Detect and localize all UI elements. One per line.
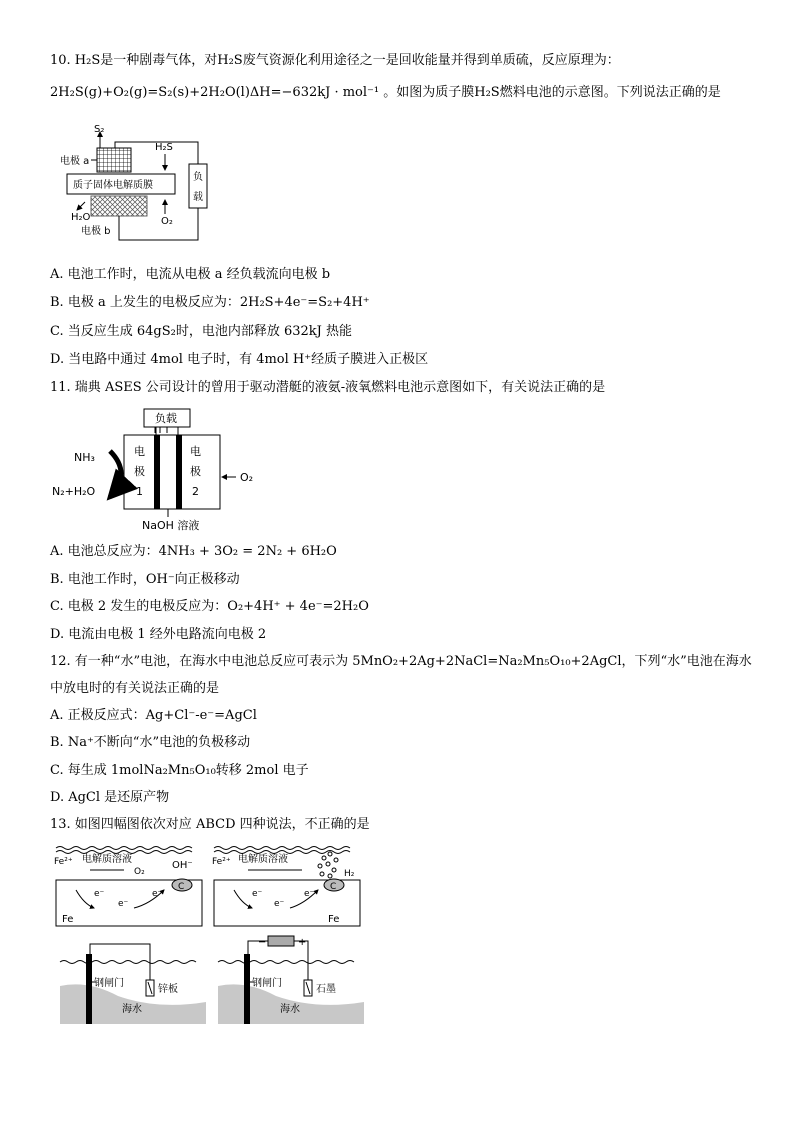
q13c-gate-label: 钢闸门 [94, 978, 124, 989]
q13a-c-label: C [178, 882, 185, 892]
q11-electrode2-2: 极 [190, 465, 201, 478]
q10-h2o-label: H₂O [71, 212, 91, 223]
q11-electrode1-1: 电 [134, 445, 145, 458]
q13b-fe2-label: Fe²⁺ [212, 857, 231, 867]
q10-electrode-b [91, 196, 147, 216]
q11-electrode2-1: 电 [190, 445, 201, 458]
q11-electrode-2-plate [176, 435, 182, 509]
q13d-plus-label: + [298, 937, 307, 948]
q13a-e-label-2: e⁻ [118, 899, 129, 909]
q13c-sea-label: 海水 [122, 1004, 142, 1015]
q13d-steel-gate [244, 954, 250, 1024]
q13a-fe2-label: Fe²⁺ [54, 857, 73, 867]
q12-option-d: D. AgCl 是还原产物 [50, 790, 170, 805]
q10-option-d: D. 当电路中通过 4mol 电子时，有 4mol H⁺经质子膜进入正极区 [50, 352, 429, 367]
q13d-sea-label: 海水 [280, 1004, 300, 1015]
q13b-e-label-2: e⁻ [274, 899, 285, 909]
q12-stem-line2: 中放电时的有关说法正确的是 [50, 681, 220, 696]
q10-electrode-a [97, 148, 131, 172]
q13b-fe-label: Fe [328, 914, 340, 925]
q11-naoh-label: NaOH 溶液 [142, 519, 200, 532]
q13a-oh-label: OH⁻ [172, 860, 193, 871]
q10-option-a: A. 电池工作时，电流从电极 a 经负载流向电极 b [50, 267, 331, 282]
q11-n2-h2o-label: N₂+H₂O [52, 485, 96, 498]
q10-membrane-label: 质子固体电解质膜 [73, 180, 153, 191]
q13-figure-b [212, 842, 362, 932]
q11-option-d: D. 电流由电极 1 经外电路流向电极 2 [50, 627, 267, 642]
q10-s2-label: S₂ [94, 124, 105, 135]
q11-option-a: A. 电池总反应为：4NH₃ + 3O₂ = 2N₂ + 6H₂O [50, 544, 337, 559]
q13c-zinc-label: 锌板 [158, 984, 178, 995]
q13d-minus-label: − [258, 937, 267, 948]
q10-stem: 10. H₂S是一种剧毒气体，对H₂S废气资源化利用途径之一是回收能量并得到单质硫，反应原理为： [50, 53, 620, 68]
q13-stem: 13. 如图四幅图依次对应 ABCD 四种说法，不正确的是 [50, 817, 370, 832]
q10-h2s-label: H₂S [155, 142, 173, 153]
q10-load-label-1: 负 [193, 172, 203, 183]
q13b-e-label-3: e⁻ [304, 889, 315, 899]
q10-equation: 2H₂S(g)+O₂(g)=S₂(s)+2H₂O(l)ΔH=−632kJ · mol⁻¹ 。如图为质子膜H₂S燃料电池的示意图。下列说法正确的是 [50, 85, 721, 100]
q12-option-b: B. Na⁺不断向“水”电池的负极移动 [50, 735, 251, 750]
q13c-steel-gate [86, 954, 92, 1024]
q13c-wire [90, 944, 150, 980]
q10-o2-label: O₂ [161, 216, 173, 227]
q11-option-c: C. 电极 2 发生的电极反应为：O₂+4H⁺ + 4e⁻=2H₂O [50, 599, 369, 614]
q12-stem-line1: 12. 有一种“水”电池，在海水中电池总反应可表示为 5MnO₂+2Ag+2NaCl=Na₂Mn₅O₁₀+2AgCl，下列“水”电池在海水 [50, 654, 752, 669]
q10-fuel-cell-diagram [55, 122, 215, 242]
q13-figure-c [58, 940, 208, 1025]
q13b-e-label-1: e⁻ [252, 889, 263, 899]
q13a-o2-label: O₂ [134, 867, 145, 877]
q13a-e-label-1: e⁻ [94, 889, 105, 899]
q13-figure-d [216, 932, 366, 1017]
q10-load-label-2: 载 [193, 192, 203, 203]
q13b-electrolyte-label: 电解质溶液 [238, 854, 288, 865]
q11-electrode-1-plate [154, 435, 160, 509]
q13b-c-label: C [330, 882, 337, 892]
q13d-graphite-label: 石墨 [316, 984, 336, 995]
q11-electrode1-2: 极 [134, 465, 145, 478]
q11-o2-label: O₂ [240, 471, 254, 484]
q11-electrode2-3: 2 [192, 485, 199, 498]
q13a-electrolyte-label: 电解质溶液 [82, 854, 132, 865]
q10-option-b: B. 电极 a 上发生的电极反应为：2H₂S+4e⁻=S₂+4H⁺ [50, 295, 370, 310]
q13a-fe-label: Fe [62, 914, 74, 925]
q13b-gas-bubbles [318, 852, 338, 878]
q12-option-c: C. 每生成 1molNa₂Mn₅O₁₀转移 2mol 电子 [50, 763, 309, 778]
q13d-gate-label: 钢闸门 [252, 978, 282, 989]
q10-electrode-a-label: 电极 a [60, 156, 90, 167]
q13a-e-label-3: e⁻ [152, 889, 163, 899]
q11-option-b: B. 电池工作时，OH⁻向正极移动 [50, 572, 240, 587]
q11-stem: 11. 瑞典 ASES 公司设计的曾用于驱动潜艇的液氨-液氧燃料电池示意图如下，有关说法正确的是 [50, 380, 606, 395]
q11-ammonia-fuel-cell-diagram [50, 405, 270, 535]
q11-load-label: 负载 [155, 412, 177, 425]
q10-option-c: C. 当反应生成 64gS₂时，电池内部释放 632kJ 热能 [50, 324, 353, 339]
q13-figure-a [54, 842, 204, 932]
q11-nh3-label: NH₃ [74, 451, 95, 464]
q11-curved-arrow [110, 451, 121, 497]
q12-option-a: A. 正极反应式：Ag+Cl⁻-e⁻=AgCl [50, 708, 257, 723]
q11-electrode1-3: 1 [136, 485, 143, 498]
q13b-h2-label: H₂ [344, 869, 355, 879]
q10-electrode-b-label: 电极 b [81, 226, 111, 237]
q13d-power-source [268, 936, 294, 946]
